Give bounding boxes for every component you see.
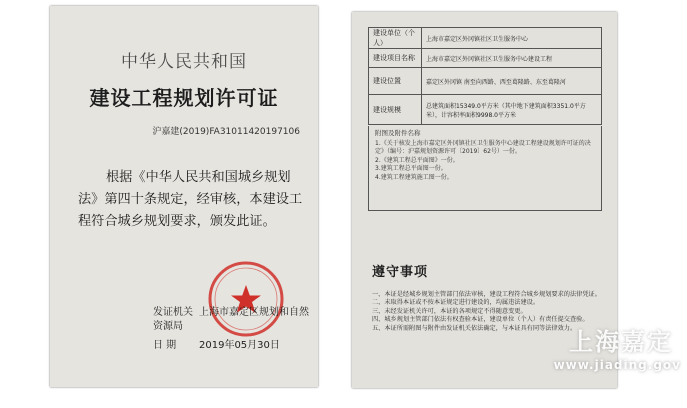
site-watermark	[553, 318, 683, 390]
issue-date: 2019年05月30日	[199, 340, 280, 351]
list-item: 3.建筑工程总平面图一份。	[375, 165, 447, 172]
list-item: 1.《关于核发上海市嘉定区外冈镇社区卫生服务中心建设工程建设规划许可证的决定》（编号：沪嘉规划资源许可〔2019〕62号）一份。	[375, 139, 591, 155]
list-item: 4.建筑工程建筑施工图一份。	[375, 173, 453, 181]
list-item: 五、本证所需附图与附件由发证机关依法确定，与本证具有同等法律效力。	[372, 324, 577, 332]
table-key: 建设项目名称	[369, 49, 422, 68]
attachments-box	[368, 126, 602, 211]
certificate-title: 建设工程规划许可证	[89, 86, 279, 110]
table-row	[369, 68, 602, 95]
list-item: 一、本证是经城乡规划主管部门依法审核，建设工程符合城乡规划要求的法律凭证。	[372, 291, 601, 298]
list-item: 2.《建筑工程总平面图》一份。	[375, 156, 459, 164]
issuer-name: 上海市嘉定区规划和自然资源局	[153, 307, 309, 332]
certificate-body-text: 根据《中华人民共和国城乡规划法》第四十条规定，经审核，本建设工程符合城乡规划要求，颁发此证。	[78, 170, 303, 229]
certificate-front-page	[50, 6, 318, 387]
date-block	[153, 336, 280, 351]
table-key: 建设规模	[369, 95, 422, 125]
watermark-url: www.jiading.gov	[553, 358, 681, 372]
table-row	[369, 28, 602, 49]
issuer-block	[153, 306, 313, 334]
attachments-header: 附图及附件名称	[375, 129, 421, 137]
table-key: 建设位置	[369, 68, 422, 95]
country-name: 中华人民共和国	[121, 52, 247, 72]
table-value: 嘉定区外冈镇 南至向西路、西至葛隆路、东至葛隆河	[422, 68, 602, 95]
date-label: 日 期	[153, 340, 177, 351]
table-value: 上海市嘉定区外冈镇社区卫生服务中心建设工程	[422, 49, 602, 68]
table-key: 建设单位（个人）	[369, 28, 422, 49]
project-info-table	[368, 27, 602, 125]
issuer-label: 发证机关	[153, 307, 193, 318]
list-item: 四、城乡规划主管部门依法有权查验本证，建设单位（个人）有责任提交查验。	[372, 316, 589, 324]
rules-title: 遵守事项	[372, 265, 429, 280]
list-item: 二、未取得本证或不按本证规定进行建设的，均属违法建设。	[372, 299, 540, 307]
certificate-number: 沪嘉建(2019)FA31011420197106	[152, 127, 300, 137]
list-item: 三、未经发证机关许可，本证的各项规定不得随意变更。	[372, 307, 527, 315]
table-row	[369, 95, 602, 125]
table-row	[369, 49, 602, 68]
table-value: 上海市嘉定区外冈镇社区卫生服务中心	[422, 28, 602, 49]
watermark-title: 上海嘉定	[569, 328, 673, 356]
table-value: 总建筑面积15349.0平方米（其中地下建筑面积3351.0平方米），计容积率面积9998.0平方米	[422, 95, 602, 125]
